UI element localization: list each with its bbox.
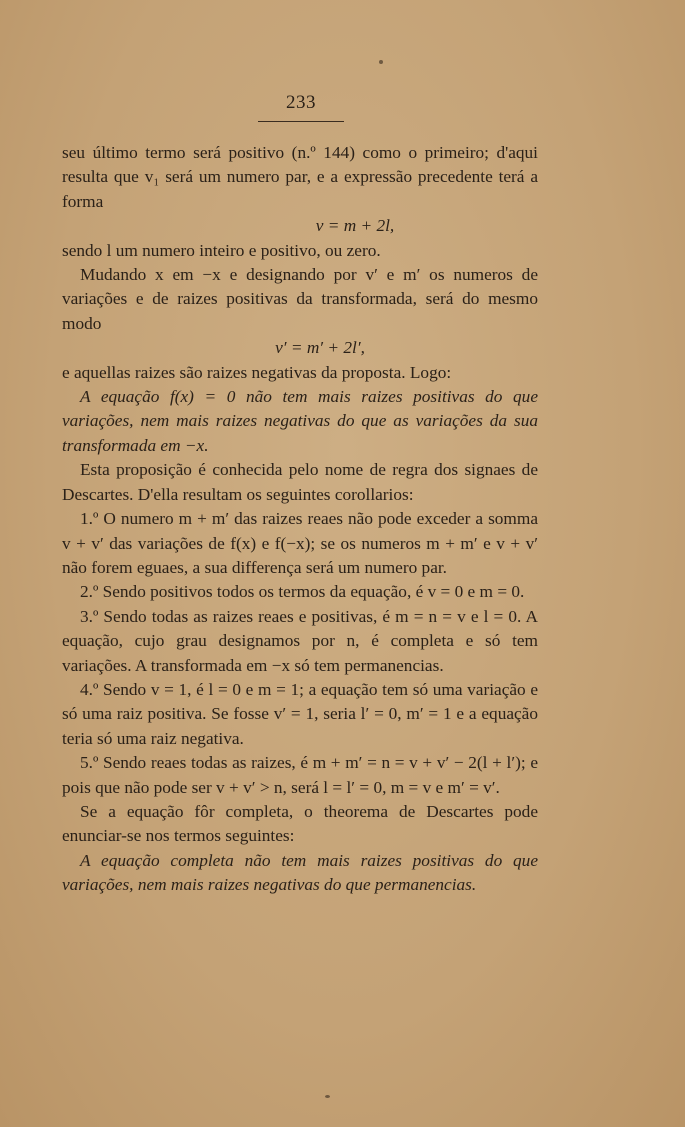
equation: v = m + 2l, <box>315 216 395 236</box>
header-rule <box>258 121 344 122</box>
paragraph: Mudando x em −x e designando por v′ e m′ os numeros de variações e de raizes positivas da transformada, será do mesmo modo <box>62 265 538 333</box>
corollary-5: 5.º Sendo reaes todas as raizes, é m + m′ = n = v + v′ − 2(l + l′); e pois que não pode ser v + v′ > n, será l = l′ = 0, m = v e m′ = v′. <box>62 753 538 797</box>
paragraph: e aquellas raizes são raizes negativas da proposta. Logo: <box>62 362 452 382</box>
paragraph: sendo l um numero inteiro e positivo, ou zero. <box>62 240 381 260</box>
corollary-1: 1.º O numero m + m′ das raizes reaes não pode exceder a somma v + v′ das variações de f(x) e f(−x); se os numeros m + m′ e v + v′ não forem eguaes, a sua differença será um numero par. <box>62 509 538 577</box>
page-body <box>62 141 538 898</box>
theorem-statement: A equação f(x) = 0 não tem mais raizes positivas do que variações, nem mais raizes negativas do que as variações da sua transformada em −x. <box>62 387 538 455</box>
page-number: 233 <box>286 92 316 113</box>
ink-spot <box>325 1095 330 1098</box>
paragraph: seu último termo será positivo (n.º 144) como o primeiro; d'aqui resulta que v₁ será um numero par, e a expressão precedente terá a forma <box>62 143 538 211</box>
equation: v′ = m′ + 2l′, <box>275 338 365 358</box>
ink-spot <box>379 60 383 64</box>
paragraph: Se a equação fôr completa, o theorema de Descartes pode enunciar-se nos termos seguintes: <box>62 801 538 846</box>
corollary-3: 3.º Sendo todas as raizes reaes e positivas, é m = n = v e l = 0. A equação, cujo grau designamos por n, é completa e só tem variações. A transformada em −x só tem permanencias. <box>62 606 538 675</box>
corollary-2: 2.º Sendo positivos todos os termos da equação, é v = 0 e m = 0. <box>80 582 525 602</box>
paragraph: Esta proposição é conhecida pelo nome de regra dos signaes de Descartes. D'ella resultam os seguintes corollarios: <box>62 460 538 504</box>
corollary-4: 4.º Sendo v = 1, é l = 0 e m = 1; a equação tem só uma variação e só uma raiz positiva. Se fosse v′ = 1, seria l′ = 0, m′ = 1 e a equação teria só uma raiz negativa. <box>62 679 538 748</box>
theorem-statement: A equação completa não tem mais raizes positivas do que variações, nem mais raizes negativas do que permanencias. <box>62 850 538 895</box>
